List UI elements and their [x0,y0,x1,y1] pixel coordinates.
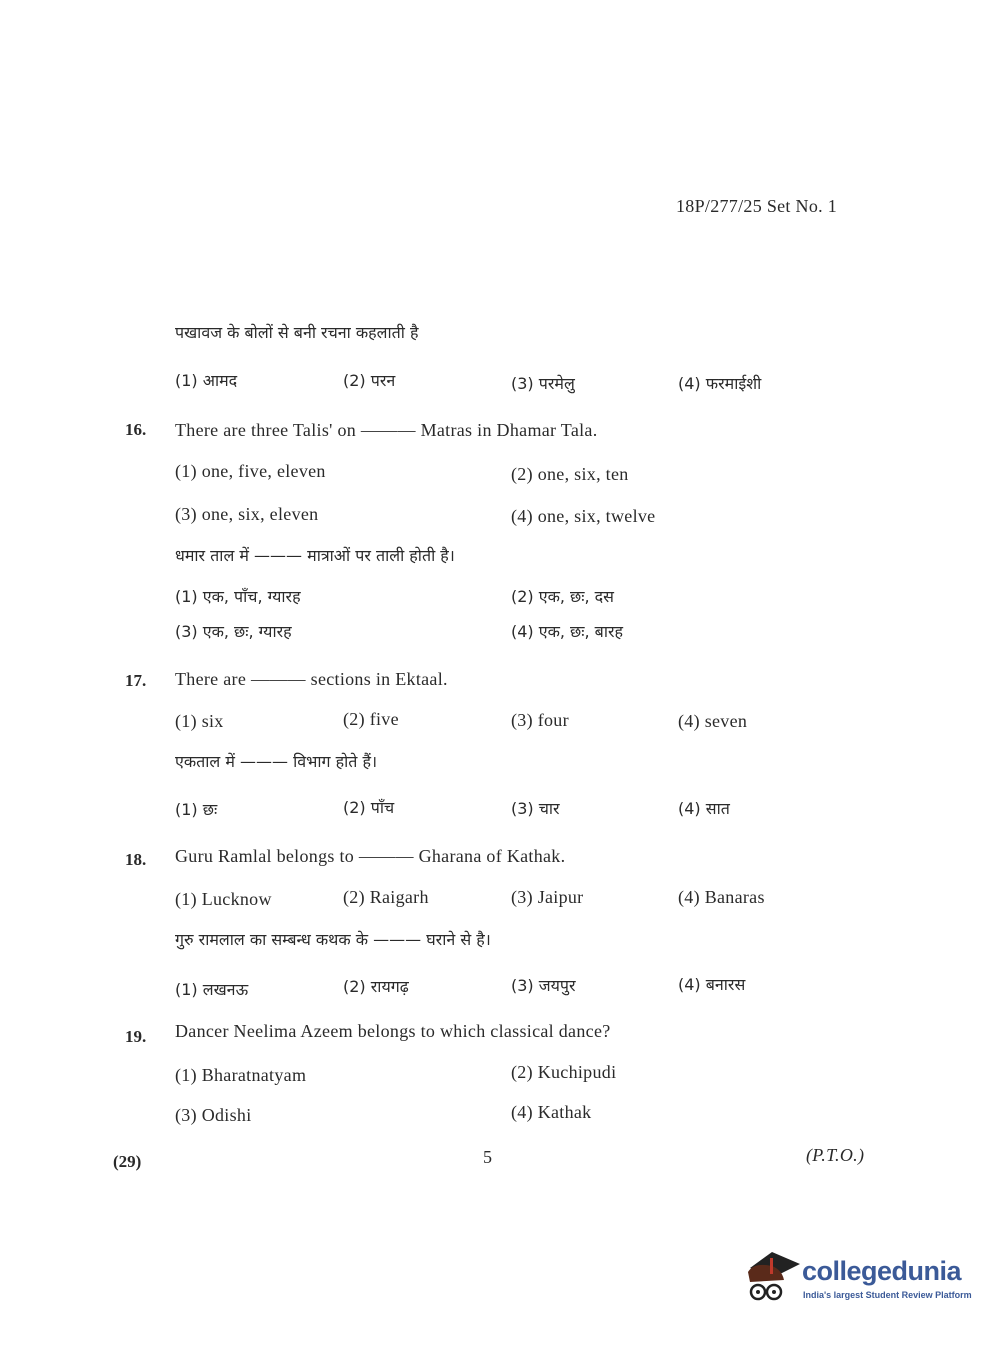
option: (2) one, six, ten [511,464,629,484]
question-16-text: There are three Talis' on ——— Matras in Dhamar Tala. [175,420,598,440]
option: (2) परन [343,371,396,390]
brand-tagline: India's largest Student Review Platform [803,1290,972,1300]
option: (4) एक, छः, बारह [511,622,623,641]
option: (4) बनारस [678,975,746,994]
option: (1) एक, पाँच, ग्यारह [175,587,301,606]
option: (3) one, six, eleven [175,504,319,524]
option: (3) four [511,710,569,730]
option: (3) चार [511,799,560,818]
option: (2) Raigarh [343,887,429,907]
option: (1) Bharatnatyam [175,1065,307,1085]
option: (3) Jaipur [511,887,584,907]
option: (1) one, five, eleven [175,461,326,481]
question-19-text: Dancer Neelima Azeem belongs to which classical dance? [175,1021,611,1041]
option: (2) Kuchipudi [511,1062,617,1082]
pto-label: (P.T.O.) [806,1145,865,1165]
question-16-hindi-text: धमार ताल में ——— मात्राओं पर ताली होती है। [175,546,455,565]
option: (3) एक, छः, ग्यारह [175,622,292,641]
option: (3) Odishi [175,1105,252,1125]
option: (3) जयपुर [511,976,576,995]
option: (1) छः [175,800,218,819]
option: (4) seven [678,711,748,731]
option: (2) पाँच [343,798,395,817]
page-number: 5 [483,1147,493,1167]
option: (2) रायगढ़ [343,977,409,996]
option: (4) फरमाईशी [678,374,762,393]
option: (4) सात [678,799,730,818]
option: (1) Lucknow [175,889,272,909]
question-17-text: There are ——— sections in Ektaal. [175,669,448,689]
option: (1) आमद [175,371,238,390]
question-number: 19. [125,1027,147,1046]
question-17-hindi-text: एकताल में ——— विभाग होते हैं। [175,752,378,771]
option: (3) परमेलु [511,374,575,393]
question-18-hindi-text: गुरु रामलाल का सम्बन्ध कथक के ——— घराने से है। [175,930,491,949]
footer-code: (29) [113,1152,142,1171]
question-number: 18. [125,850,147,869]
option: (4) Kathak [511,1102,592,1122]
option: (2) five [343,709,399,729]
option: (4) Banaras [678,887,765,907]
question-15-hindi-text: पखावज के बोलों से बनी रचना कहलाती है [175,323,419,342]
option: (1) लखनऊ [175,980,249,999]
question-number: 17. [125,671,147,690]
mascot-icon [742,1250,802,1310]
collegedunia-logo [742,1250,972,1310]
option: (4) one, six, twelve [511,506,656,526]
question-number: 16. [125,420,147,439]
paper-code: 18P/277/25 Set No. 1 [676,196,838,216]
option: (2) एक, छः, दस [511,587,614,606]
option: (1) six [175,711,224,731]
question-18-text: Guru Ramlal belongs to ——— Gharana of Kathak. [175,846,566,866]
brand-name: collegedunia [802,1256,962,1286]
